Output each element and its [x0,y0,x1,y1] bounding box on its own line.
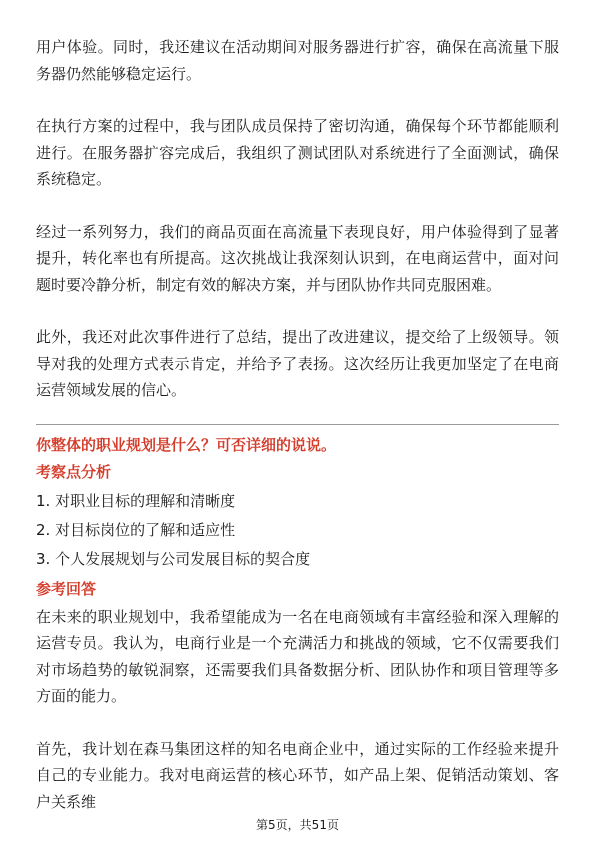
analysis-heading: 考察点分析 [36,462,112,481]
list-item: 2. 对目标岗位的了解和适应性 [36,520,236,539]
list-item: 3. 个人发展规划与公司发展目标的契合度 [36,549,311,568]
list-item: 1. 对职业目标的理解和清晰度 [36,491,236,510]
document-content [36,34,559,841]
body-paragraph-3: 经过一系列努力，我们的商品页面在高流量下表现良好，用户体验得到了显著提升，转化率也有所提高。这次挑战让我深刻认识到，在电商运营中，面对问题时要冷静分析，制定有效的解决方案，并与团队协作共同克服困难。 [36,222,559,294]
question-title: 你整体的职业规划是什么？可否详细的说说。 [36,435,337,454]
page-footer: 第5页，共51页 [256,818,339,832]
answer-paragraph-2: 首先，我计划在森马集团这样的知名电商企业中，通过实际的工作经验来提升自己的专业能力。我对电商运营的核心环节，如产品上架、促销活动策划、客户关系维 [36,739,559,811]
body-paragraph-1: 用户体验。同时，我还建议在活动期间对服务器进行扩容，确保在高流量下服务器仍然能够稳定运行。 [36,38,559,83]
body-paragraph-4: 此外，我还对此次事件进行了总结，提出了改进建议，提交给了上级领导。领导对我的处理方式表示肯定，并给予了表扬。这次经历让我更加坚定了在电商运营领域发展的信心。 [36,328,559,399]
answer-heading: 参考回答 [36,579,97,598]
section-divider [36,424,559,425]
answer-paragraph-1: 在未来的职业规划中，我希望能成为一名在电商领域有丰富经验和深入理解的运营专员。我认为，电商行业是一个充满活力和挑战的领域，它不仅需要我们对市场趋势的敏锐洞察，还需要我们具备数据分析、团队协作和项目管理等多方面的能力。 [36,607,559,705]
body-paragraph-2: 在执行方案的过程中，我与团队成员保持了密切沟通，确保每个环节都能顺利进行。在服务器扩容完成后，我组织了测试团队对系统进行了全面测试，确保系统稳定。 [36,117,559,188]
analysis-list [36,487,559,574]
